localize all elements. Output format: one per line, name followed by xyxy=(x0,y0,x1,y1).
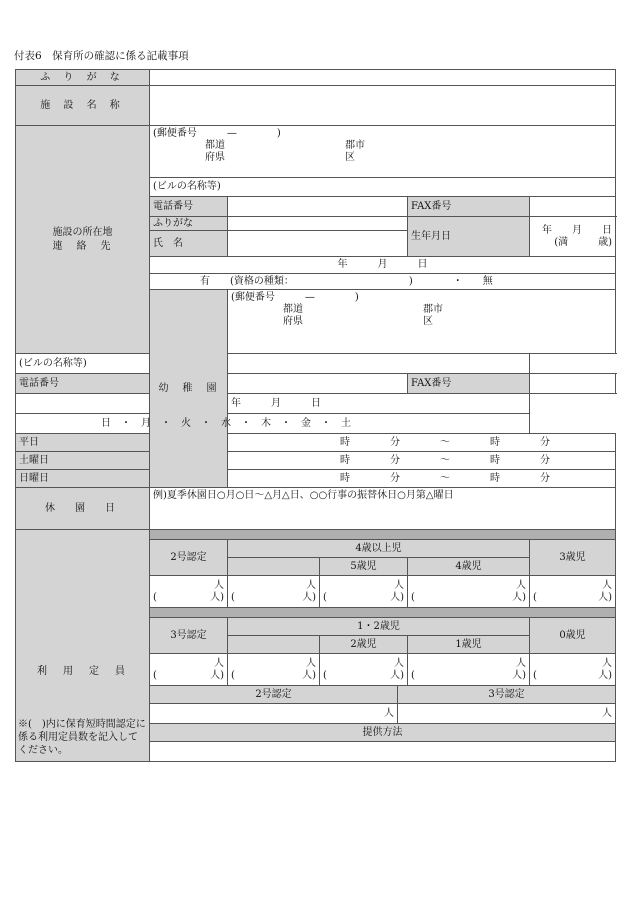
building-field[interactable]: (ビルの名称等) xyxy=(150,178,616,197)
holiday-field[interactable]: 例)夏季休園日○月○日〜△月△日、○○行事の振替休日○月第△曜日 xyxy=(150,488,616,530)
contact-date-field[interactable]: 年 月 日 xyxy=(150,257,616,274)
address-field[interactable]: (郵便番号 — ) 都道 郡市 府県 区 xyxy=(150,126,616,178)
cert3-total-label: 3号認定 xyxy=(398,686,616,704)
kinder-address-field[interactable]: (郵便番号 — ) 都道 郡市 府県 区 xyxy=(228,290,616,354)
over4-label: 4歳以上児 xyxy=(228,540,530,558)
age4-label: 4歳児 xyxy=(408,558,530,576)
weekday-hours-field[interactable]: 時 分 〜 時 分 xyxy=(228,434,616,452)
sunday-hours-field[interactable]: 時 分 〜 時 分 xyxy=(228,470,616,488)
weekday-field[interactable]: 日 ・ 月 ・ 火 ・ 水 ・ 木 ・ 金 ・ 土 xyxy=(16,414,530,434)
birth-field[interactable]: 年 月 日 (満 歳) xyxy=(530,217,616,257)
sunday-hours-label: 日曜日 xyxy=(16,470,150,488)
facility-name-label: 施 設 名 称 xyxy=(16,86,150,126)
phone-field[interactable] xyxy=(228,197,408,217)
age3-count[interactable]: 人 ( 人) xyxy=(530,576,616,608)
furigana-label: ふ り が な xyxy=(16,70,150,86)
age2-label: 2歳児 xyxy=(320,636,408,654)
contact-name-field[interactable] xyxy=(228,231,408,257)
capacity-note: ※( )内に保育短時間認定に係る利用定員数を記入してください。 xyxy=(18,719,146,756)
age5-label: 5歳児 xyxy=(320,558,408,576)
cert2-total-field[interactable]: 人 xyxy=(150,704,398,724)
fax-field[interactable] xyxy=(530,197,616,217)
fax-label: FAX番号 xyxy=(408,197,530,217)
age12-sub xyxy=(228,636,320,654)
contact-furigana-label: ふりがな xyxy=(150,217,228,231)
over4-count[interactable]: 人 ( 人) xyxy=(228,576,320,608)
form-title: 付表6 保育所の確認に係る記載事項 xyxy=(14,50,189,62)
kinder-date-field[interactable]: 年 月 日 xyxy=(16,394,530,414)
qualification-field[interactable]: 有 (資格の種類： ) ・ 無 xyxy=(150,274,616,290)
kinder-building-field[interactable]: (ビルの名称等) xyxy=(16,354,530,374)
facility-name-field[interactable] xyxy=(150,86,616,126)
capacity-spacer-2 xyxy=(150,608,616,618)
saturday-hours-field[interactable]: 時 分 〜 時 分 xyxy=(228,452,616,470)
capacity-label: 利 用 定 員 xyxy=(37,666,128,677)
age2-count[interactable]: 人 ( 人) xyxy=(320,654,408,686)
birth-label: 生年月日 xyxy=(408,217,530,257)
age0-label: 0歳児 xyxy=(530,618,616,654)
confirmation-form xyxy=(15,69,616,762)
age12-label: 1・2歳児 xyxy=(228,618,530,636)
weekday-hours-label: 平日 xyxy=(16,434,150,452)
age4-count[interactable]: 人 ( 人) xyxy=(408,576,530,608)
provision-label: 提供方法 xyxy=(150,724,616,742)
phone-label: 電話番号 xyxy=(150,197,228,217)
age1-label: 1歳児 xyxy=(408,636,530,654)
saturday-hours-label: 土曜日 xyxy=(16,452,150,470)
contact-name-label: 氏 名 xyxy=(150,231,228,257)
kinder-phone-field[interactable] xyxy=(228,374,408,394)
cert2-total-label: 2号認定 xyxy=(150,686,398,704)
over4-sub xyxy=(228,558,320,576)
kindergarten-label: 幼 稚 園 xyxy=(150,290,228,488)
capacity-label-cell xyxy=(16,530,150,762)
location-label: 施設の所在地 連 絡 先 xyxy=(16,126,150,354)
age1-count[interactable]: 人 ( 人) xyxy=(408,654,530,686)
kinder-phone-label: 電話番号 xyxy=(16,374,150,394)
provision-field[interactable] xyxy=(150,742,616,762)
furigana-field[interactable] xyxy=(150,70,616,86)
kinder-fax-field[interactable] xyxy=(530,374,616,394)
holiday-label: 休 園 日 xyxy=(16,488,150,530)
cert2-label: 2号認定 xyxy=(150,540,228,576)
age0-count[interactable]: 人 ( 人) xyxy=(530,654,616,686)
cert3-count[interactable]: 人 ( 人) xyxy=(150,654,228,686)
cert2-count[interactable]: 人 ( 人) xyxy=(150,576,228,608)
capacity-spacer xyxy=(150,530,616,540)
kinder-fax-label: FAX番号 xyxy=(408,374,530,394)
age12-count[interactable]: 人 ( 人) xyxy=(228,654,320,686)
age3-label: 3歳児 xyxy=(530,540,616,576)
age5-count[interactable]: 人 ( 人) xyxy=(320,576,408,608)
contact-furigana-field[interactable] xyxy=(228,217,408,231)
cert3-total-field[interactable]: 人 xyxy=(398,704,616,724)
cert3-label: 3号認定 xyxy=(150,618,228,654)
